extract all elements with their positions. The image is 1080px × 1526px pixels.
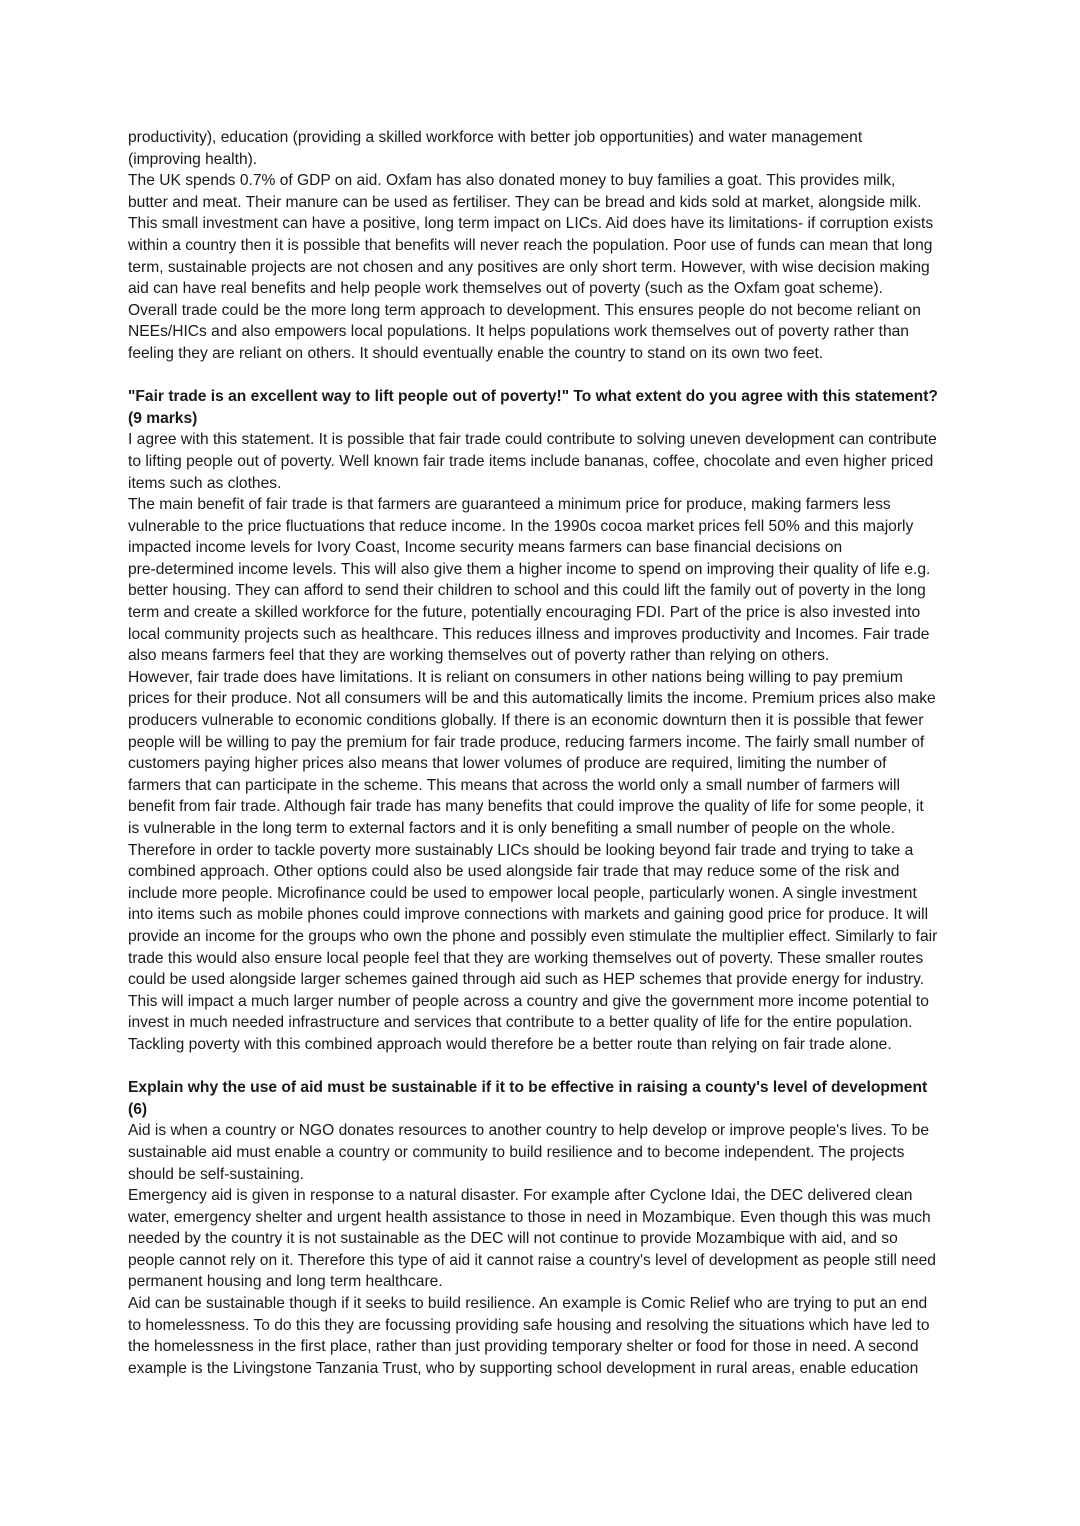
text-line: benefit from fair trade. Although fair trade has many benefits that could improve the quality of life for some people, it [128,798,924,816]
paragraph-spacer [128,365,988,387]
text-line: customers paying higher prices also means that lower volumes of produce are required, limiting the number of [128,755,887,773]
text-line: producers vulnerable to economic conditions globally. If there is an economic downturn then it is possible that fewer [128,712,924,730]
text-line: Emergency aid is given in response to a natural disaster. For example after Cyclone Idai, the DEC delivered clean [128,1187,913,1205]
text-line: should be self-sustaining. [128,1165,304,1183]
text-line: term, sustainable projects are not chosen and any positives are only short term. However, with wise decision making [128,258,930,276]
section-sustainable-aid [128,1077,988,1379]
text-line: productivity), education (providing a skilled workforce with better job opportunities) and water management [128,129,863,146]
text-line: However, fair trade does have limitations. It is reliant on consumers in other nations being willing to pay premium [128,668,903,686]
text-line: to homelessness. To do this they are focussing providing safe housing and resolving the situations which have led to [128,1316,930,1334]
text-line: impacted income levels for Ivory Coast, Income security means farmers can base financial decisions on [128,539,843,557]
text-line: NEEs/HICs and also empowers local populations. It helps populations work themselves out of poverty rather than [128,323,909,341]
text-line: items such as clothes. [128,474,282,492]
text-line: Aid is when a country or NGO donates resources to another country to help develop or improve people's lives. To be [128,1122,930,1140]
text-line: term and create a skilled workforce for the future, potentially encouraging FDI. Part of the price is also invested into [128,604,921,622]
text-line: example is the Livingstone Tanzania Trust, who by supporting school development in rural areas, enable education [128,1359,919,1377]
question-heading: "Fair trade is an excellent way to lift people out of poverty!" To what extent do you agree with this statement? [128,388,938,406]
text-line: people will be willing to pay the premium for fair trade produce, reducing farmers income. The fairly small number of [128,733,925,751]
text-line: I agree with this statement. It is possible that fair trade could contribute to solving uneven development can contribute [128,431,937,449]
text-line: The main benefit of fair trade is that farmers are guaranteed a minimum price for produce, making farmers less [128,496,891,514]
text-line: (improving health). [128,150,258,168]
text-line: Tackling poverty with this combined approach would therefore be a better route than relying on fair trade alone. [128,1035,892,1053]
text-line: needed by the country it is not sustainable as the DEC will not continue to provide Mozambique with aid, and so [128,1230,898,1248]
text-line: local community projects such as healthcare. This reduces illness and improves productivity and Incomes. Fair trade [128,625,930,643]
text-line: farmers that can participate in the scheme. This means that across the world only a small number of farmers will [128,776,900,794]
text-line: feeling they are reliant on others. It should eventually enable the country to stand on its own two feet. [128,344,824,362]
text-line: This small investment can have a positive, long term impact on LICs. Aid does have its limitations- if corruption exists [128,215,934,233]
text-line: permanent housing and long term healthcare. [128,1273,443,1291]
text-line: Overall trade could be the more long term approach to development. This ensures people do not become reliant on [128,301,921,319]
document-page [128,127,988,1379]
section-fair-trade [128,386,988,1055]
text-line: also means farmers feel that they are working themselves out of poverty rather than relying on others. [128,647,830,665]
text-line: sustainable aid must enable a country or community to build resilience and to become independent. The projects [128,1143,905,1161]
text-line: Therefore in order to tackle poverty more sustainably LICs should be looking beyond fair trade and trying to take a [128,841,914,859]
paragraph-spacer [128,1056,988,1078]
question-marks: (9 marks) [128,409,198,427]
text-line: butter and meat. Their manure can be used as fertiliser. They can be bread and kids sold at market, alongside milk. [128,193,922,211]
text-line: water, emergency shelter and urgent health assistance to those in need in Mozambique. Even though this was much [128,1208,931,1226]
text-line: trade this would also ensure local people feel that they are working themselves out of poverty. These smaller routes [128,949,924,967]
text-line: the homelessness in the first place, rather than just providing temporary shelter or food for those in need. A second [128,1338,919,1356]
section-aid-answer-continued [128,127,988,365]
text-line: vulnerable to the price fluctuations that reduce income. In the 1990s cocoa market prices fell 50% and this majorly [128,517,914,535]
text-line: prices for their produce. Not all consumers will be and this automatically limits the income. Premium prices also make [128,690,936,708]
text-line: provide an income for the groups who own the phone and possibly even stimulate the multiplier effect. Similarly to fair [128,927,938,945]
text-line: Aid can be sustainable though if it seeks to build resilience. An example is Comic Relief who are trying to put an end [128,1295,928,1313]
text-line: could be used alongside larger schemes gained through aid such as HEP schemes that provide energy for industry. [128,971,925,989]
text-line: include more people. Microfinance could be used to empower local people, particularly wonen. A single investment [128,884,917,902]
text-line: into items such as mobile phones could improve connections with markets and gaining good price for produce. It will [128,906,929,924]
text-line: This will impact a much larger number of people across a country and give the government more income potential to [128,992,929,1010]
text-line: invest in much needed infrastructure and services that contribute to a better quality of life for the entire population. [128,1014,913,1032]
text-line: The UK spends 0.7% of GDP on aid. Oxfam has also donated money to buy families a goat. This provides milk, [128,172,896,190]
text-line: better housing. They can afford to send their children to school and this could lift the family out of poverty in the long [128,582,926,600]
text-line: is vulnerable in the long term to external factors and it is only benefiting a small number of people on the whole. [128,820,896,837]
text-line: to lifting people out of poverty. Well known fair trade items include bananas, coffee, chocolate and even higher priced [128,452,934,470]
text-line: within a country then it is possible that benefits will never reach the population. Poor use of funds can mean that long [128,236,933,254]
question-heading: Explain why the use of aid must be sustainable if it to be effective in raising a county's level of development [128,1079,928,1097]
text-line: pre-determined income levels. This will also give them a higher income to spend on improving their quality of life e.g. [128,560,931,578]
text-line: people cannot rely on it. Therefore this type of aid it cannot raise a country's level of development as people still need [128,1251,936,1269]
text-line: combined approach. Other options could also be used alongside fair trade that may reduce some of the risk and [128,863,900,881]
question-marks: (6) [128,1100,148,1118]
text-line: aid can have real benefits and help people work themselves out of poverty (such as the Oxfam goat scheme). [128,280,883,298]
